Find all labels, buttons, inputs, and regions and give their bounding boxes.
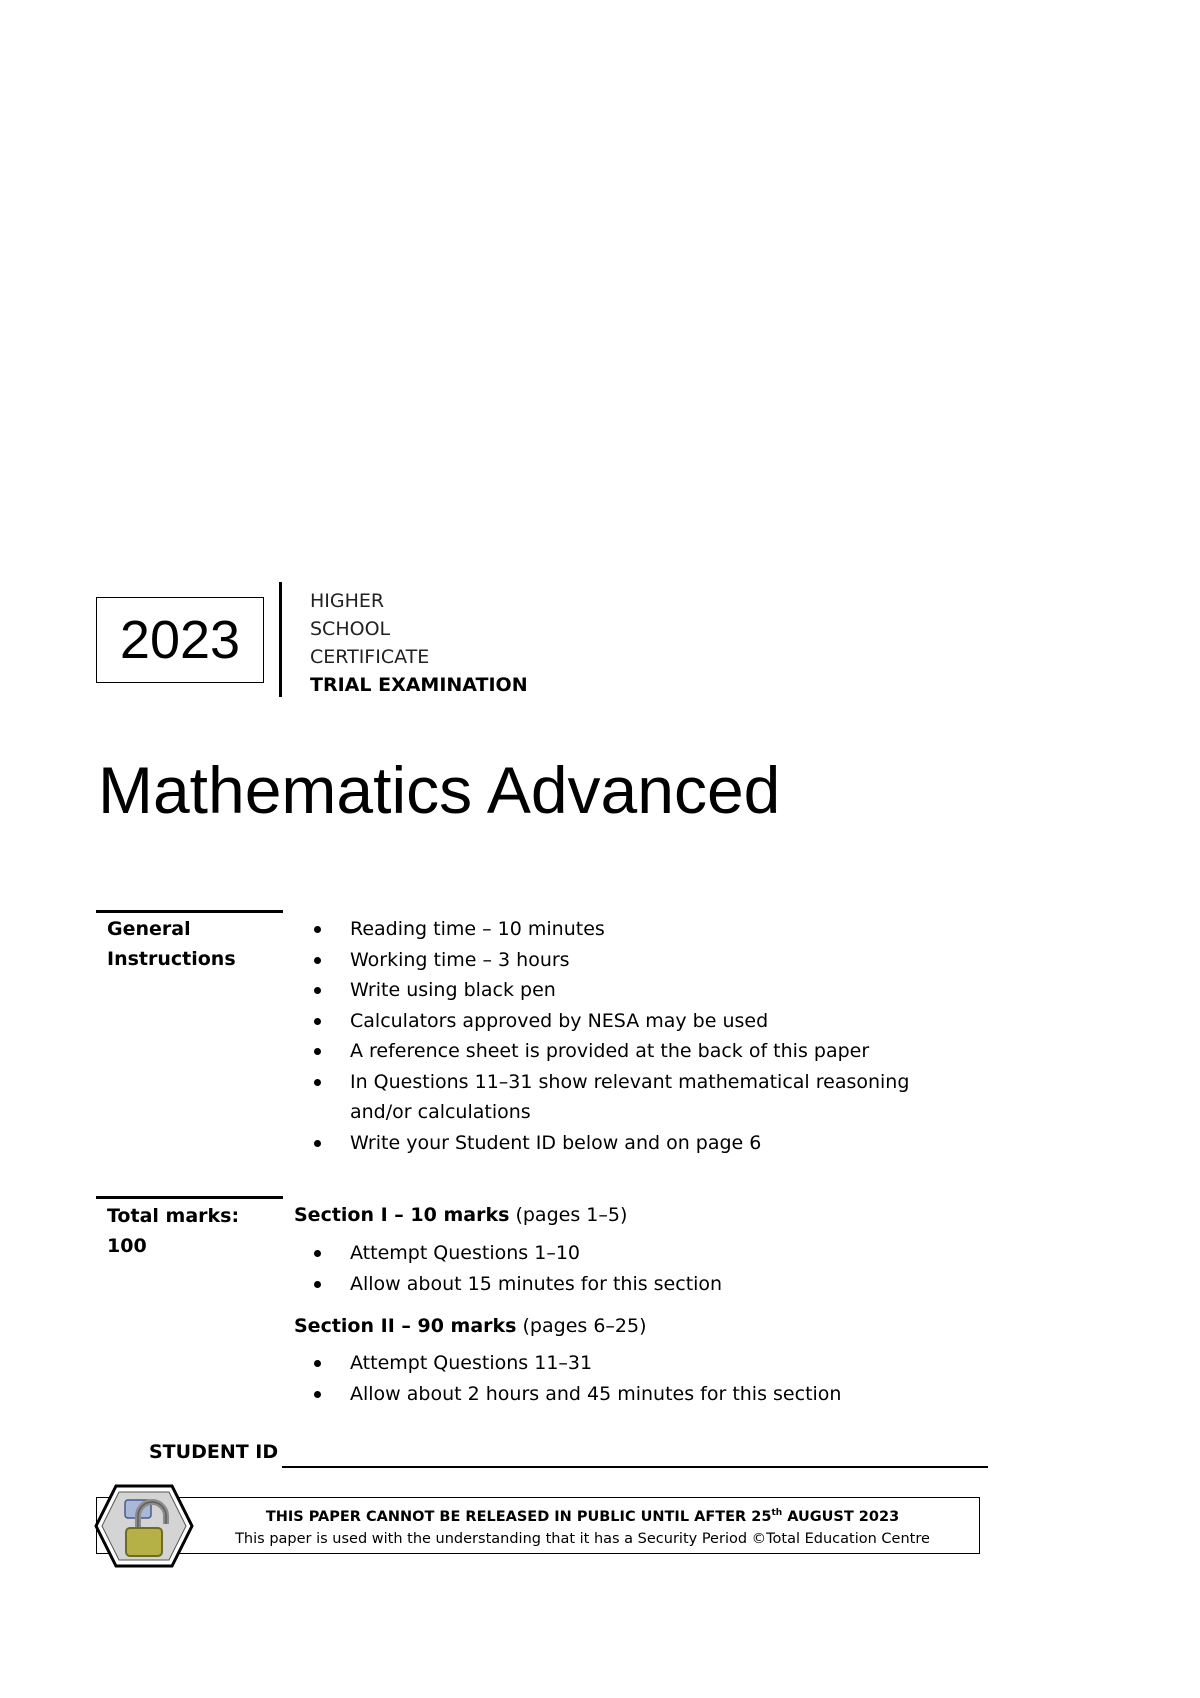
total-marks-label <box>107 1201 239 1261</box>
general-instructions-label <box>107 914 236 974</box>
section-1-heading <box>294 1200 627 1230</box>
list-item: Calculators approved by NESA may be used <box>312 1006 909 1037</box>
list-item: A reference sheet is provided at the back of this paper <box>312 1036 909 1067</box>
general-instructions-rule <box>96 910 283 913</box>
total-marks-value: 100 <box>107 1235 147 1257</box>
student-id-field[interactable] <box>282 1466 988 1468</box>
list-item: Reading time – 10 minutes <box>312 914 909 945</box>
notice-line-1-prefix: THIS PAPER CANNOT BE RELEASED IN PUBLIC UNTIL AFTER 25 <box>265 1508 772 1525</box>
list-item: In Questions 11–31 show relevant mathematical reasoning <box>312 1067 909 1098</box>
label-line: General <box>107 918 191 940</box>
label-line: Instructions <box>107 948 236 970</box>
section-2-pages: (pages 6–25) <box>516 1315 647 1337</box>
section-1-title: Section I – 10 marks <box>294 1204 510 1226</box>
notice-line-2: This paper is used with the understanding that it has a Security Period ©Total Education Centre <box>235 1530 930 1547</box>
section-1-pages: (pages 1–5) <box>509 1204 628 1226</box>
student-id-label: STUDENT ID <box>149 1441 279 1463</box>
notice-line-1-suffix: AUGUST 2023 <box>782 1508 900 1525</box>
list-item: Working time – 3 hours <box>312 945 909 976</box>
general-instructions-list <box>312 914 909 1158</box>
heading-line-school: SCHOOL <box>310 618 391 640</box>
list-item: Attempt Questions 11–31 <box>312 1348 841 1379</box>
exam-year: 2023 <box>119 610 241 670</box>
list-item: Write using black pen <box>312 975 909 1006</box>
label-line: Total marks: <box>107 1205 240 1227</box>
list-item: Allow about 2 hours and 45 minutes for this section <box>312 1379 841 1410</box>
year-box <box>96 597 264 683</box>
heading-exam-type: TRIAL EXAMINATION <box>310 674 528 696</box>
section-2-title: Section II – 90 marks <box>294 1315 517 1337</box>
list-item: Write your Student ID below and on page 6 <box>312 1128 909 1159</box>
certificate-heading <box>310 587 528 699</box>
notice-line-1 <box>190 1502 975 1528</box>
security-notice-text <box>190 1502 975 1550</box>
heading-line-certificate: CERTIFICATE <box>310 646 430 668</box>
total-marks-rule <box>96 1196 283 1199</box>
notice-line-1-sup: th <box>771 1508 783 1518</box>
section-2-list <box>312 1348 841 1409</box>
section-1-list <box>312 1238 722 1299</box>
page-title: Mathematics Advanced <box>98 753 781 827</box>
list-item: Allow about 15 minutes for this section <box>312 1269 722 1300</box>
list-item: Attempt Questions 1–10 <box>312 1238 722 1269</box>
section-2-heading <box>294 1311 647 1341</box>
list-item-continuation: and/or calculations <box>350 1101 531 1123</box>
padlock-security-icon <box>94 1484 194 1568</box>
header-divider <box>279 582 282 697</box>
heading-line-higher: HIGHER <box>310 590 385 612</box>
